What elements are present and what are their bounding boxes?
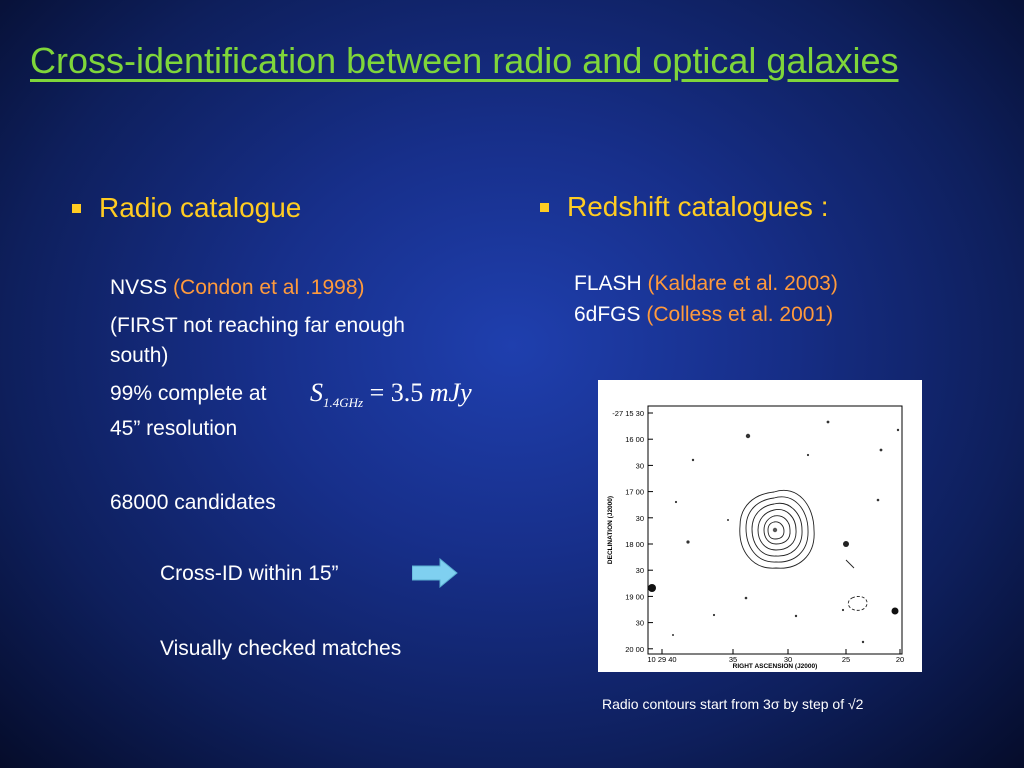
nvss-reference: (Condon et al .1998) [173, 276, 365, 299]
radio-catalogue-label: Radio catalogue [99, 192, 302, 223]
contour-figure [598, 380, 922, 672]
nvss-label: NVSS [110, 276, 168, 299]
flash-reference: (Kaldare et al. 2003) [647, 272, 838, 295]
dec-tick-label: 30 [635, 618, 644, 628]
first-note-line1: (FIRST not reaching far enough [110, 314, 405, 337]
dec-tick-label: 30 [635, 566, 644, 576]
formula-equals: = 3.5 [369, 378, 424, 407]
ra-axis-label: RIGHT ASCENSION (J2000) [732, 663, 818, 670]
dec-tick-label: 19 00 [625, 592, 644, 602]
ra-tick-label: 10 29 40 [647, 655, 677, 664]
sixdf-label: 6dFGS [574, 303, 641, 326]
formula-symbol: S [310, 378, 323, 407]
dec-tick-label: 17 00 [625, 487, 644, 497]
dec-tick-label: -27 15 30 [612, 409, 644, 418]
completeness-text: 99% complete at [110, 382, 267, 405]
bullet-square-icon [72, 204, 81, 213]
candidates-text: 68000 candidates [110, 491, 276, 514]
nvss-line [110, 272, 365, 303]
dec-tick-label: 30 [635, 461, 644, 471]
galaxy-core [773, 528, 777, 532]
dec-tick-label: 18 00 [625, 540, 644, 549]
radio-catalogue-heading [72, 192, 301, 224]
sixdf-line [574, 299, 833, 330]
dec-axis-label: DECLINATION (J2000) [607, 495, 614, 565]
flash-line [574, 268, 838, 299]
ra-tick-label: 35 [728, 655, 738, 664]
formula-subscript: 1.4GHz [323, 395, 364, 411]
formula-unit: mJy [429, 378, 472, 407]
right-arrow-icon [412, 558, 458, 588]
dec-tick-label: 30 [635, 513, 644, 523]
slide-title: Cross-identification between radio and optical galaxies [30, 40, 899, 81]
crossid-text: Cross-ID within 15” [160, 562, 339, 585]
flux-formula [310, 378, 472, 411]
dec-tick-label: 16 00 [625, 435, 644, 445]
dec-tick-label: 20 00 [625, 644, 644, 654]
ra-tick-label: 20 [895, 655, 905, 664]
first-note-line2: south) [110, 344, 169, 367]
figure-caption: Radio contours start from 3σ by step of √2 [602, 696, 864, 712]
sixdf-reference: (Colless et al. 2001) [646, 303, 834, 326]
ra-tick-label: 30 [783, 655, 793, 664]
ra-tick-label: 25 [841, 655, 851, 664]
redshift-catalogues-heading [540, 191, 829, 223]
resolution-text: 45” resolution [110, 417, 238, 440]
flash-label: FLASH [574, 272, 642, 295]
bullet-square-icon [540, 203, 549, 212]
redshift-catalogues-label: Redshift catalogues : [567, 191, 829, 222]
visual-check-text: Visually checked matches [160, 637, 402, 660]
